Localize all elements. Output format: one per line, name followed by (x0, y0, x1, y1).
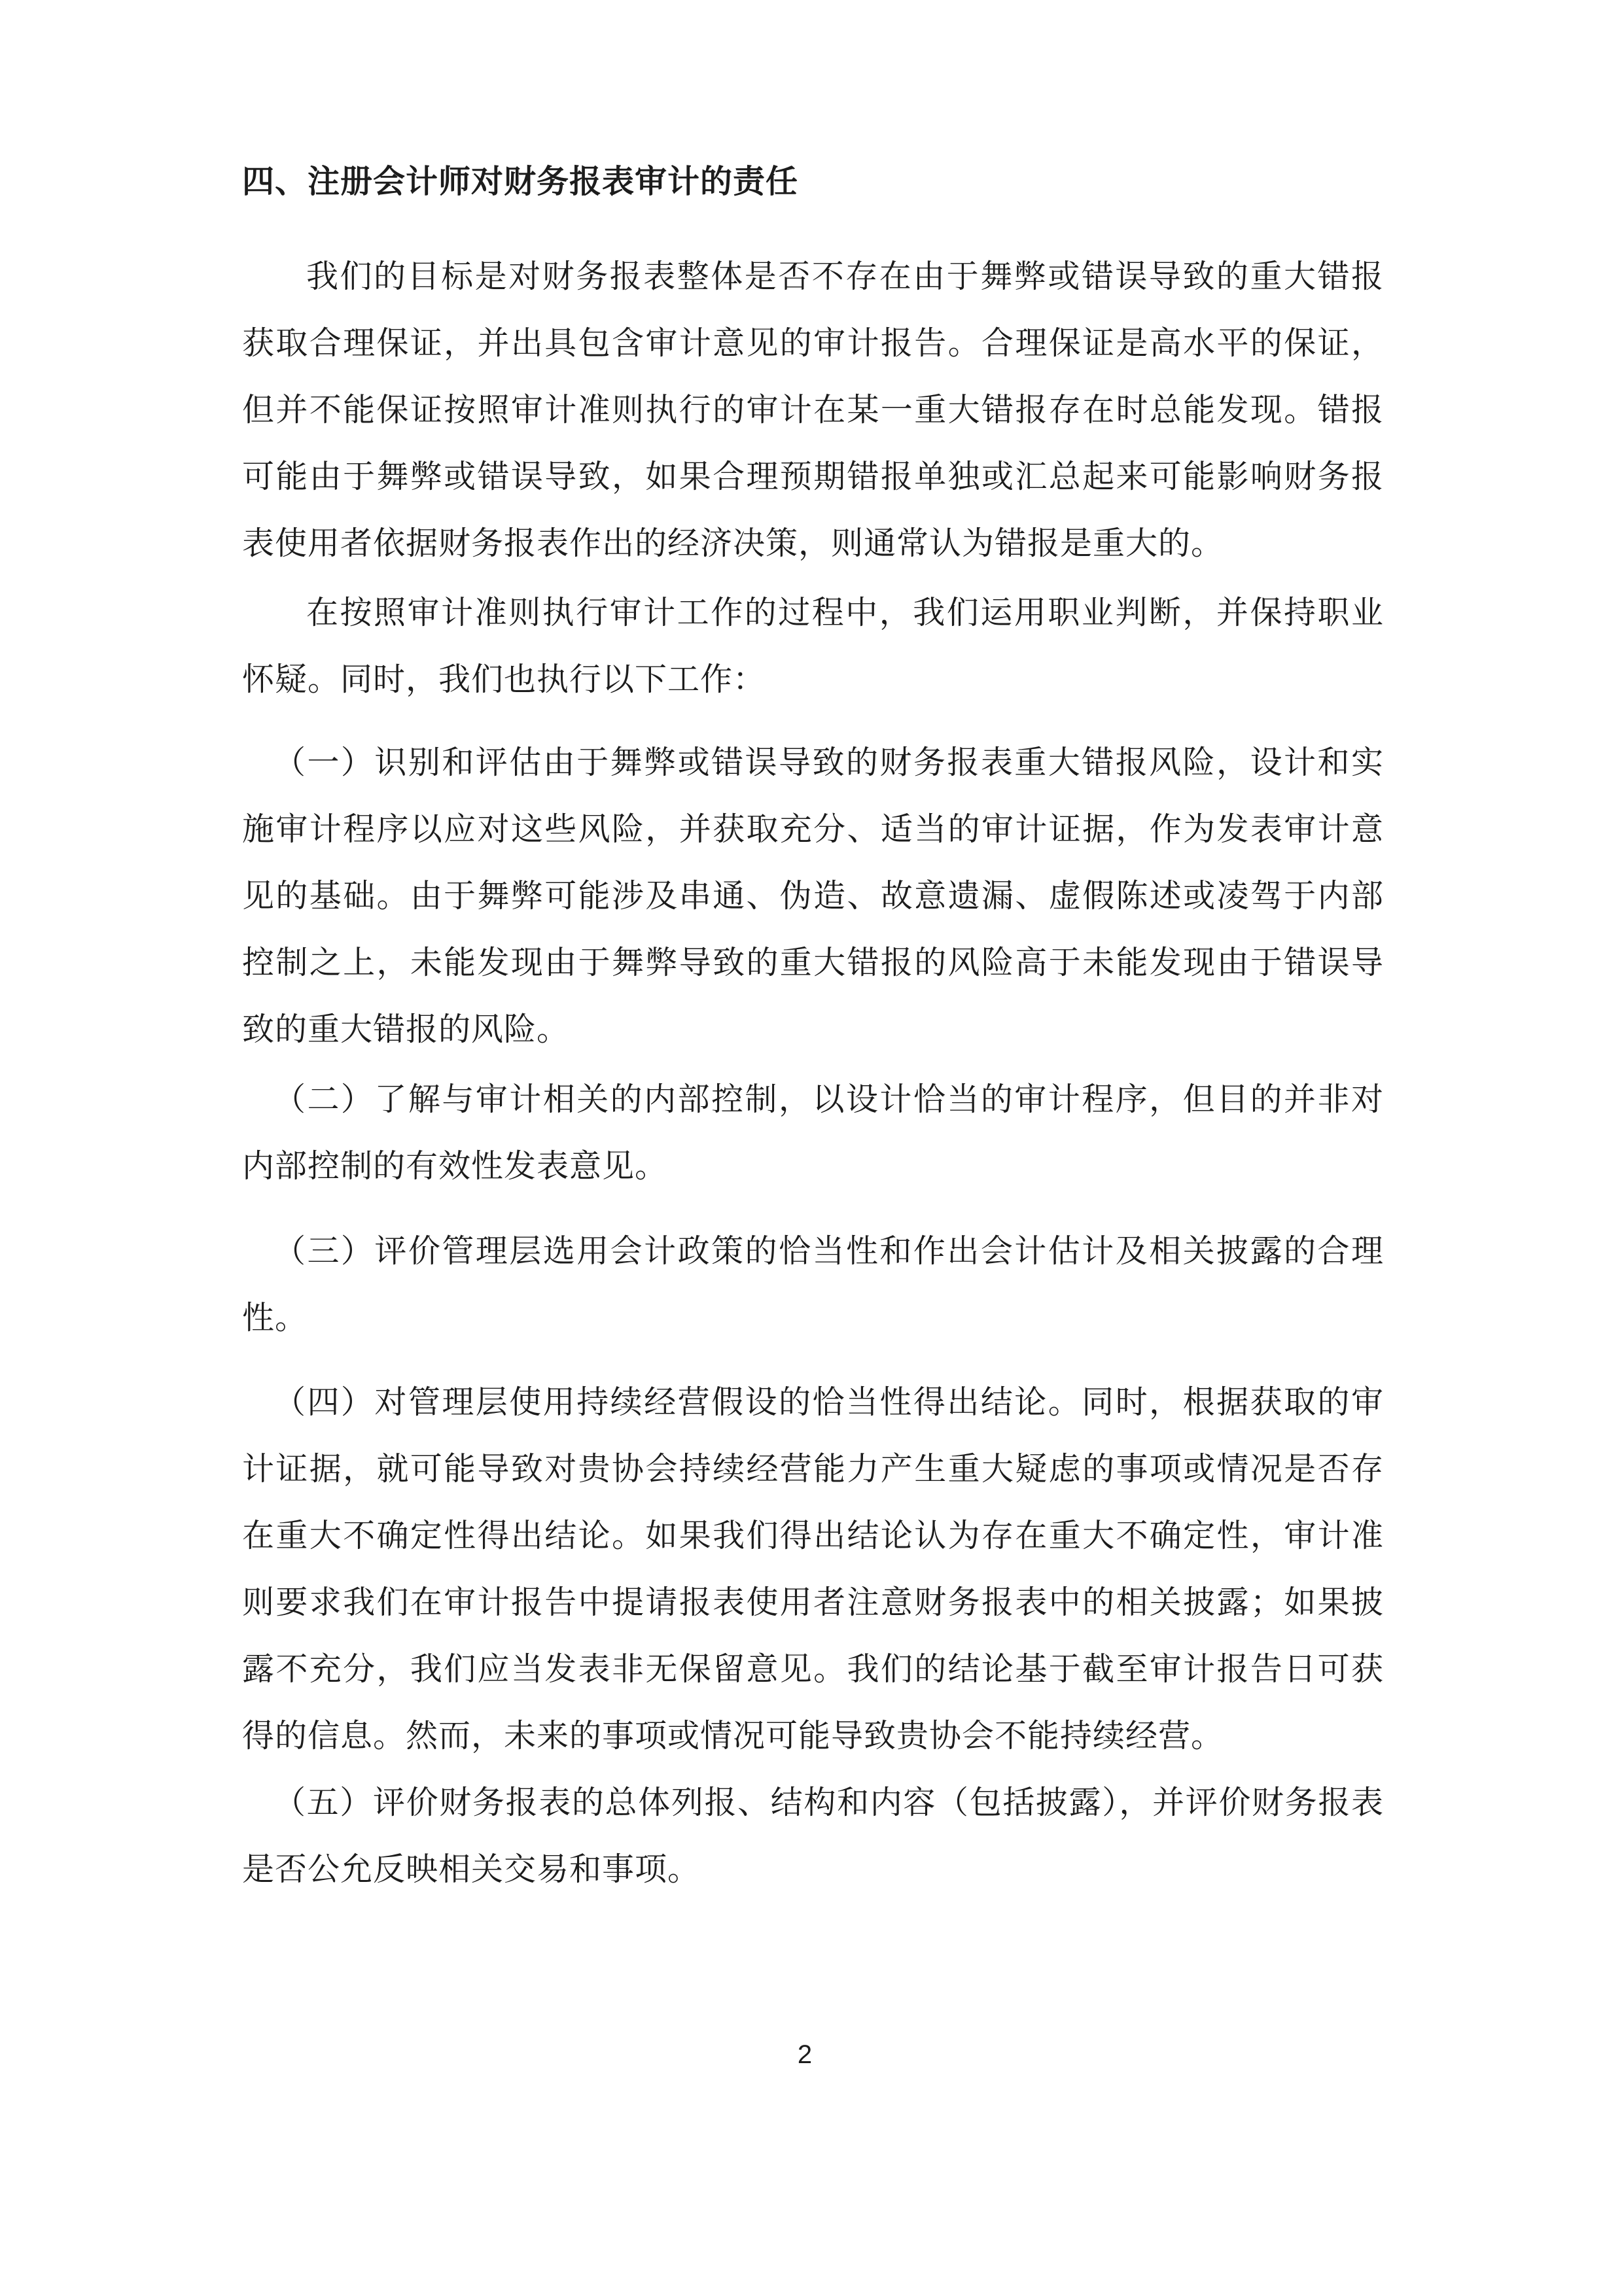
list-item-1: （一）识别和评估由于舞弊或错误导致的财务报表重大错报风险，设计和实施审计程序以应对这些风险，并获取充分、适当的审计证据，作为发表审计意见的基础。由于舞弊可能涉及串通、伪造、故意遗漏、虚假陈述或凌驾于内部控制之上，未能发现由于舞弊导致的重大错报的风险高于未能发现由于错误导致的重大错报的风险。 (242, 744, 1384, 1048)
list-item-4: （四）对管理层使用持续经营假设的恰当性得出结论。同时，根据获取的审计证据，就可能导致对贵协会持续经营能力产生重大疑虑的事项或情况是否存在重大不确定性得出结论。如果我们得出结论认为存在重大不确定性，审计准则要求我们在审计报告中提请报表使用者注意财务报表中的相关披露；如果披露不充分，我们应当发表非无保留意见。我们的结论基于截至审计报告日可获得的信息。然而，未来的事项或情况可能导致贵协会不能持续经营。 (242, 1383, 1384, 1754)
list-item-5: （五）评价财务报表的总体列报、结构和内容（包括披露），并评价财务报表是否公允反映相关交易和事项。 (242, 1784, 1384, 1888)
list-item-2: （二）了解与审计相关的内部控制，以设计恰当的审计程序，但目的并非对内部控制的有效性发表意见。 (242, 1081, 1384, 1185)
section-heading: 四、注册会计师对财务报表审计的责任 (242, 163, 799, 200)
page-number: 2 (797, 2040, 813, 2069)
paragraph-audit-process: 在按照审计准则执行审计工作的过程中，我们运用职业判断，并保持职业怀疑。同时，我们也执行以下工作： (242, 594, 1384, 698)
list-item-3: （三）评价管理层选用会计政策的恰当性和作出会计估计及相关披露的合理性。 (242, 1232, 1384, 1336)
paragraph-audit-objective: 我们的目标是对财务报表整体是否不存在由于舞弊或错误导致的重大错报获取合理保证，并出具包含审计意见的审计报告。合理保证是高水平的保证，但并不能保证按照审计准则执行的审计在某一重大错报存在时总能发现。错报可能由于舞弊或错误导致，如果合理预期错报单独或汇总起来可能影响财务报表使用者依据财务报表作出的经济决策，则通常认为错报是重大的。 (242, 258, 1384, 562)
